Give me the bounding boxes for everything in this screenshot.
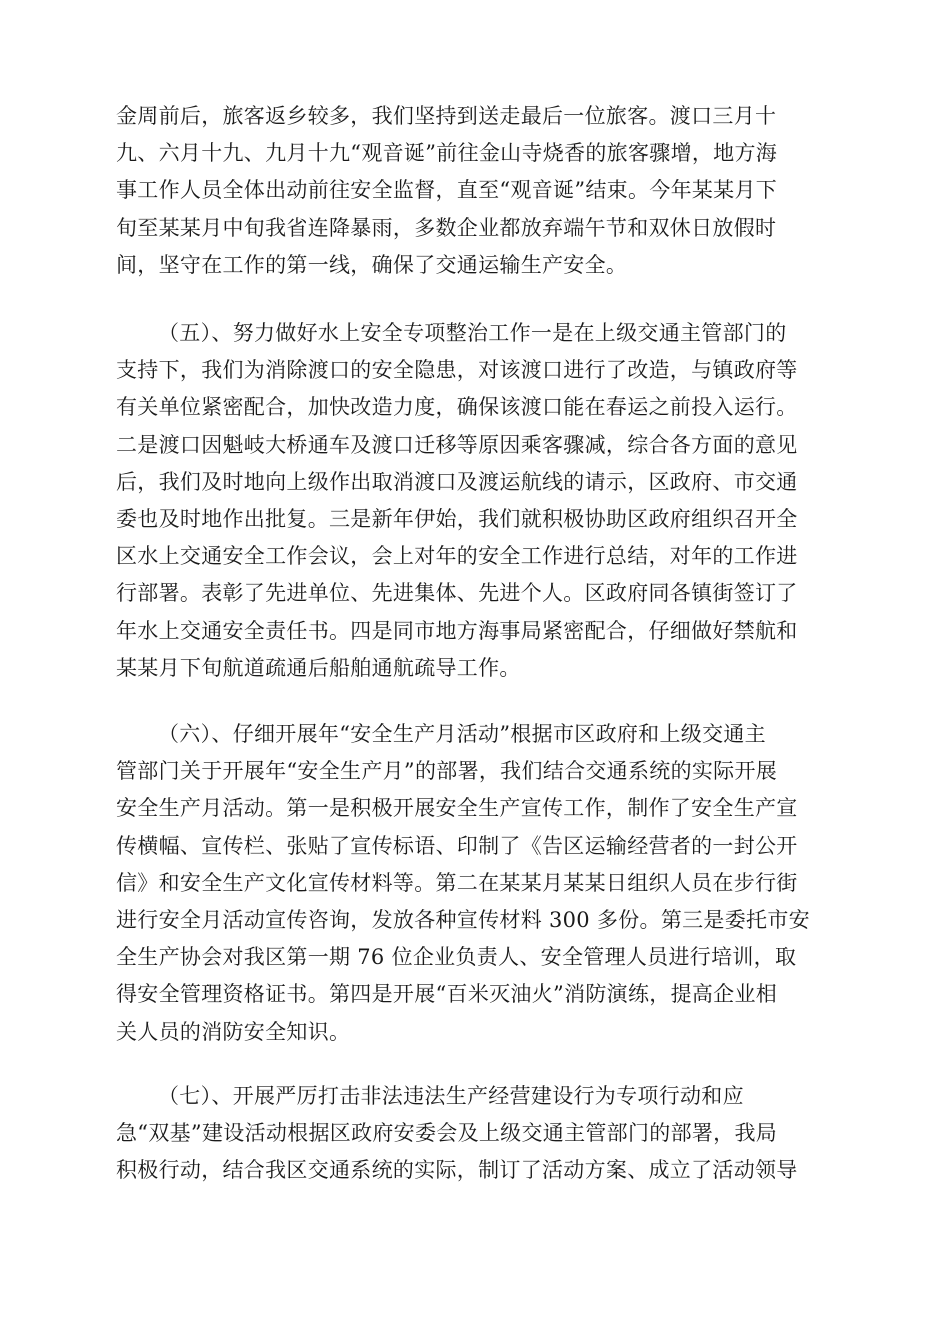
text-line: 委也及时地作出批复。三是新年伊始，我们就积极协助区政府组织召开全	[116, 506, 798, 531]
text-line: 二是渡口因魁岐大桥通车及渡口迁移等原因乘客骤减，综合各方面的意见	[116, 432, 798, 457]
text-line: （五）、努力做好水上安全专项整治工作一是在上级交通主管部门的	[158, 321, 787, 345]
text-line: 关人员的消防安全知识。	[116, 1019, 351, 1044]
text-line: 得安全管理资格证书。第四是开展“百米灭油火”消防演练，提高企业相	[116, 982, 778, 1007]
text-line: 行部署。表彰了先进单位、先进集体、先进个人。区政府同各镇街签订了	[116, 581, 798, 606]
paragraph-section-7	[116, 1078, 836, 1190]
paragraph-section-5	[116, 315, 836, 687]
text-line: 后，我们及时地向上级作出取消渡口及渡运航线的请示，区政府、市交通	[116, 469, 798, 494]
text-line: （七）、开展严厉打击非法违法生产经营建设行为专项行动和应	[158, 1084, 744, 1108]
text-line: 进行安全月活动宣传咨询，发放各种宣传材料 300 多份。第三是委托市安	[116, 907, 810, 932]
text-line: 管部门关于开展年“安全生产月”的部署，我们结合交通系统的实际开展	[116, 759, 778, 784]
text-line: 支持下，我们为消除渡口的安全隐患，对该渡口进行了改造，与镇政府等	[116, 358, 798, 383]
paragraph-holiday-duty	[116, 98, 836, 284]
text-line: 积极行动，结合我区交通系统的实际，制订了活动方案、成立了活动领导	[116, 1158, 798, 1183]
text-line: 区水上交通安全工作会议，会上对年的安全工作进行总结，对年的工作进	[116, 544, 798, 569]
text-line: 事工作人员全体出动前往安全监督，直至“观音诞”结束。今年某某月下	[116, 178, 778, 203]
text-line: 传横幅、宣传栏、张贴了宣传标语、印制了《告区运输经营者的一封公开	[116, 833, 798, 858]
text-line: 年水上交通安全责任书。四是同市地方海事局紧密配合，仔细做好禁航和	[116, 618, 798, 643]
text-line: 金周前后，旅客返乡较多，我们坚持到送走最后一位旅客。渡口三月十	[116, 104, 777, 128]
text-line: 间，坚守在工作的第一线，确保了交通运输生产安全。	[116, 252, 628, 277]
text-line: 安全生产月活动。第一是积极开展安全生产宣传工作，制作了安全生产宣	[116, 796, 798, 821]
paragraph-section-6	[116, 716, 836, 1051]
text-line: 九、六月十九、九月十九“观音诞”前往金山寺烧香的旅客骤增，地方海	[116, 141, 778, 166]
text-line: （六）、仔细开展年“安全生产月活动”根据市区政府和上级交通主	[158, 722, 766, 746]
text-line: 有关单位紧密配合，加快改造力度，确保该渡口能在春运之前投入运行。	[116, 395, 798, 420]
text-line: 全生产协会对我区第一期 76 位企业负责人、安全管理人员进行培训，取	[116, 945, 797, 970]
text-line: 旬至某某月中旬我省连降暴雨，多数企业都放弃端午节和双休日放假时	[116, 215, 777, 240]
text-line: 信》和安全生产文化宣传材料等。第二在某某月某某日组织人员在步行街	[116, 870, 798, 895]
text-line: 急“双基”建设活动根据区政府安委会及上级交通主管部门的部署，我局	[116, 1121, 778, 1146]
text-line: 某某月下旬航道疏通后船舶通航疏导工作。	[116, 655, 521, 680]
